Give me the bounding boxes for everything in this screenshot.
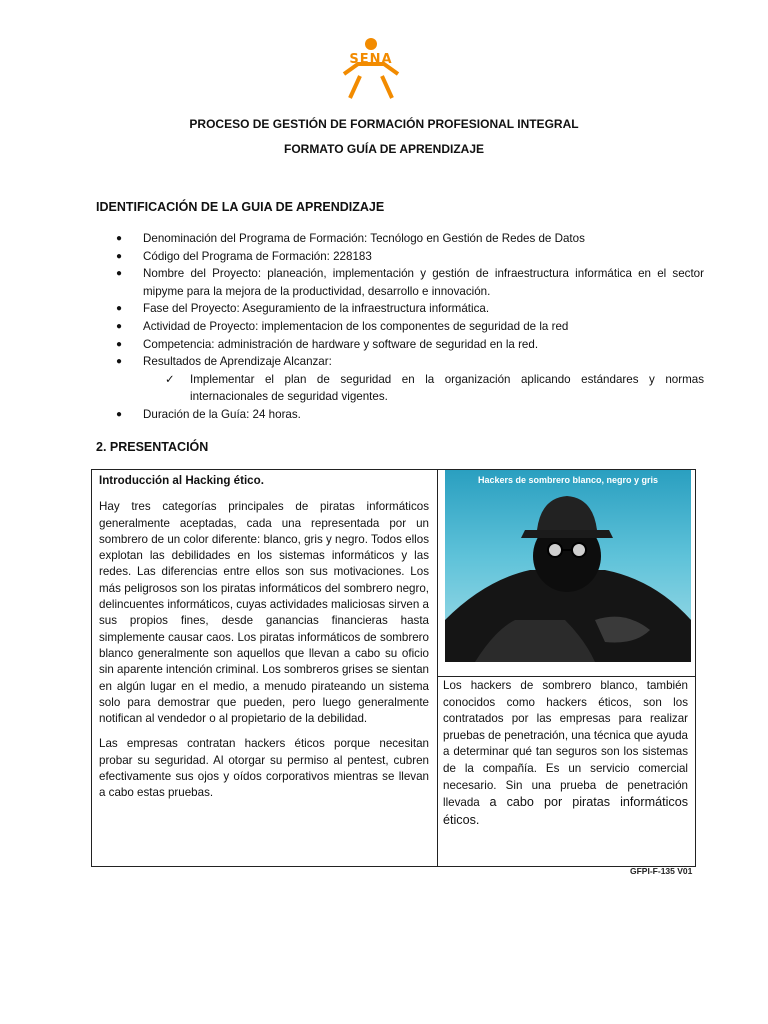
- white-hat-cell: [443, 678, 688, 829]
- column-divider: [437, 470, 438, 866]
- list-item: ● Duración de la Guía: 24 horas.: [96, 406, 704, 424]
- list-item: ● Nombre del Proyecto: planeación, implementación y gestión de infraestructura informática en el sector mipyme para la mejora de la productividad, desarrollo e innovación.: [116, 267, 704, 298]
- bullet-icon: ●: [116, 320, 123, 332]
- hacker-silhouette-icon: [445, 470, 691, 662]
- list-item: ● Actividad de Proyecto: implementacion de los componentes de seguridad de la red: [96, 318, 704, 336]
- section-presentation-title: 2. PRESENTACIÓN: [96, 440, 209, 454]
- document-code: GFPI-F-135 V01: [630, 866, 693, 876]
- white-hat-text: Los hackers de sombrero blanco, también conocidos como hackers éticos, son los contratados por las empresas para realizar pruebas de penetración, una técnica que ayuda a determinar qué tan seguros son los sistemas de la compañía. Es un servicio comercial necesario. Sin una prueba de penetración llevada: [443, 679, 688, 810]
- sub-list-item: ✓ Implementar el plan de seguridad en la organización aplicando estándares y normas internacionales de seguridad vigentes.: [165, 372, 704, 404]
- white-hat-text-end: a cabo por piratas informáticos éticos.: [443, 795, 688, 827]
- sub-list: [143, 371, 704, 406]
- intro-paragraph-2: Las empresas contratan hackers éticos porque necesitan probar su seguridad. Al otorgar su permiso al pentest, cubren efectivamente sus ojos y oídos corporativos mientras se llevan a cabo estas pruebas.: [99, 737, 429, 800]
- sena-logo: [338, 36, 404, 100]
- list-item: ● Fase del Proyecto: Aseguramiento de la infraestructura informática.: [96, 300, 704, 318]
- intro-paragraph-1: Hay tres categorías principales de piratas informáticos generalmente aceptadas, cada una representada por un sombrero de un color diferente: blanco, gris y negro. Todos ellos explotan las debilidades en los sistemas informáticos y las redes. Las diferencias entre ellos son sus motivaciones. Los más peligrosos son los piratas informáticos del sombrero negro, delincuentes informáticos, cuyas actividades maliciosas sirven a sus propios fines, desde ganancias financieras hasta simplemente causar caos. Los piratas informáticos de sombrero blanco generalmente son aquellos que llevan a cabo su oficio sin aparente intención criminal. Los sombreros grises se sientan en algún lugar en el medio, a menudo pirateando un sistema solo para demostrar que pueden, pero luego generalmente notifican al vendedor o al propietario de la debilidad.: [99, 500, 429, 726]
- list-item: ● Código del Programa de Formación: 228183: [96, 248, 704, 266]
- cell-divider: [437, 676, 695, 677]
- bullet-icon: ●: [116, 303, 123, 315]
- bullet-icon: ●: [116, 233, 123, 244]
- intro-cell: [99, 473, 429, 811]
- list-item: ● Denominación del Programa de Formación: Tecnólogo en Gestión de Redes de Datos: [96, 230, 704, 248]
- checkmark-icon: ✓: [165, 372, 175, 386]
- format-title: FORMATO GUÍA DE APRENDIZAJE: [283, 142, 484, 156]
- bullet-icon: ●: [116, 268, 123, 280]
- logo-text: SENA: [349, 52, 393, 67]
- sena-logo-icon: [338, 36, 404, 100]
- process-title: PROCESO DE GESTIÓN DE FORMACIÓN PROFESIONAL INTEGRAL: [189, 117, 579, 131]
- list-item: ● Resultados de Aprendizaje Alcanzar: ✓ Implementar el plan de seguridad en la organización aplicando estándares y normas internacionales de seguridad vigentes.: [96, 353, 704, 406]
- list-item: ● Competencia: administración de hardware y software de seguridad en la red.: [96, 336, 704, 354]
- hacker-image: [445, 470, 691, 662]
- bullet-icon: ●: [116, 408, 123, 420]
- bullet-icon: ●: [116, 250, 123, 262]
- section-identification-title: IDENTIFICACIÓN DE LA GUIA DE APRENDIZAJE: [96, 200, 385, 214]
- intro-heading: Introducción al Hacking ético.: [99, 474, 264, 487]
- bullet-icon: ●: [116, 356, 123, 368]
- image-caption: Hackers de sombrero blanco, negro y gris: [477, 475, 659, 485]
- identification-list: [96, 230, 704, 424]
- bullet-icon: ●: [116, 338, 123, 350]
- presentation-table: [91, 469, 696, 867]
